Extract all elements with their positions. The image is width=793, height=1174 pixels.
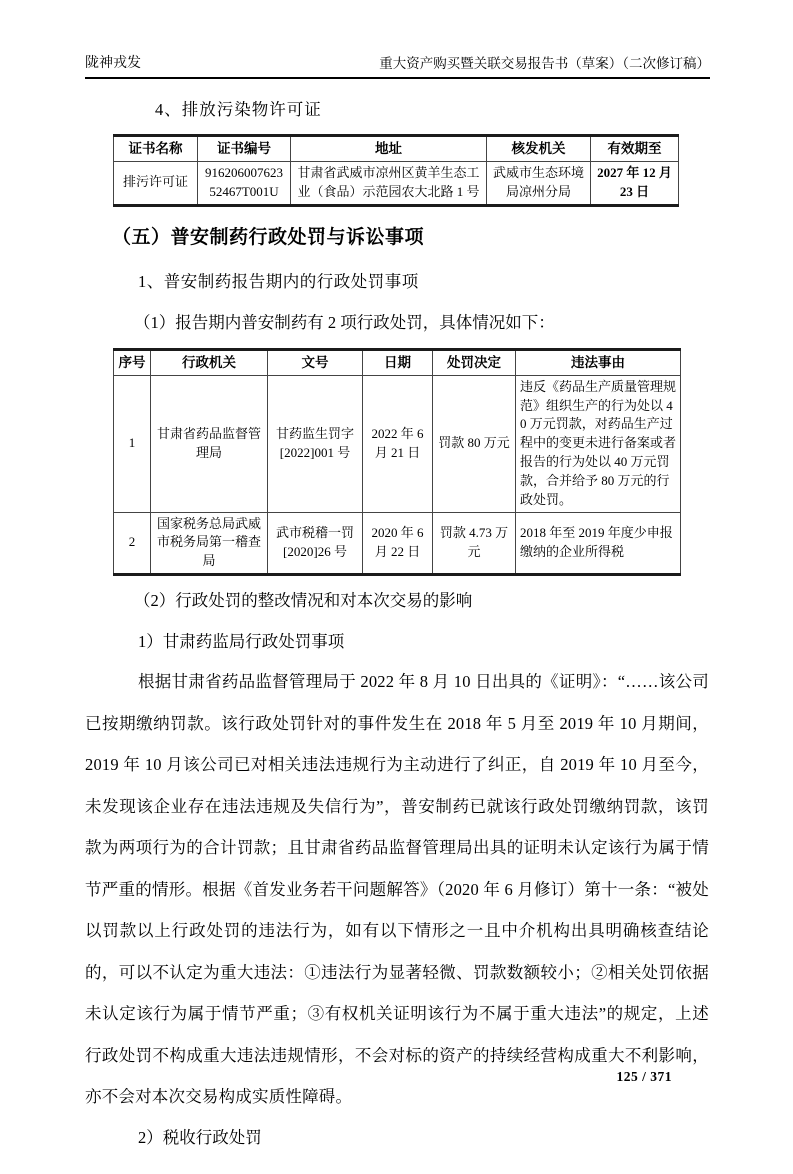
permit-table-row (114, 162, 679, 206)
penalty-no-cell: 1 (114, 375, 151, 512)
penalty-decision-cell: 罚款 80 万元 (433, 375, 516, 512)
administrative-penalty-table (113, 348, 681, 576)
page-header (85, 52, 710, 79)
cert-authority-cell: 武威市生态环境局凉州分局 (487, 162, 591, 206)
cert-name-cell: 排污许可证 (114, 162, 198, 206)
header-company-name: 陇神戎发 (85, 56, 141, 71)
permit-section-heading: 4、排放污染物许可证 (155, 100, 322, 119)
header-document-title: 重大资产购买暨关联交易报告书（草案）（二次修订稿） (379, 56, 710, 71)
penalty-no-cell: 2 (114, 512, 151, 575)
penalty-table-header-row (114, 349, 681, 375)
penalty-doc-no-cell: 武市税稽一罚[2020]26 号 (268, 512, 363, 575)
column-header-agency: 行政机关 (151, 349, 268, 375)
column-header-doc-no: 文号 (268, 349, 363, 375)
penalty-table-row-1 (114, 375, 681, 512)
penalty-decision-cell: 罚款 4.73 万元 (433, 512, 516, 575)
column-header-address: 地址 (291, 136, 487, 162)
rectification-paragraph: 根据甘肃省药品监督管理局于 2022 年 8 月 10 日出具的《证明》：“……该公司已按期缴纳罚款。该行政处罚针对的事件发生在 2018 年 5 月至 2019 年 10 月期间，2019 年 10 月该公司已对相关违法违规行为主动进行了纠正，自 2019 年 10 月至今，未发现该企业存在违法违规及失信行为”，普安制药已就该行政处罚缴纳罚款，该罚款为两项行为的合计罚款；且甘肃省药品监督管理局出具的证明未认定该行为属于情节严重的情形。根据《首发业务若干问题解答》（2020 年 6 月修订）第十一条：“被处以罚款以上行政处罚的违法行为，如有以下情形之一且中介机构出具明确核查结论的，可以不认定为重大违法：①违法行为显著轻微、罚款数额较小；②相关处罚依据未认定该行为属于情节严重；③有权机关证明该行为不属于重大违法”的规定，上述行政处罚不构成重大违法违规情形，不会对标的资产的持续经营构成重大不利影响，亦不会对本次交易构成实质性障碍。 (85, 672, 709, 1107)
penalty-date-cell: 2022 年 6 月 21 日 (363, 375, 433, 512)
column-header-no: 序号 (114, 349, 151, 375)
penalty-sub-heading-2: （2）行政处罚的整改情况和对本次交易的影响 (134, 591, 473, 611)
cert-number-cell: 91620600762352467T001U (198, 162, 291, 206)
penalty-agency-cell: 国家税务总局武威市税务局第一稽查局 (151, 512, 268, 575)
penalty-sub-heading-1: 1、普安制药报告期内的行政处罚事项 (138, 271, 419, 291)
penalty-date-cell: 2020 年 6 月 22 日 (363, 512, 433, 575)
item-1-heading: 1）甘肃药监局行政处罚事项 (138, 632, 345, 652)
document-page (0, 52, 793, 1174)
penalty-table-row-2 (114, 512, 681, 575)
column-header-valid-until: 有效期至 (591, 136, 679, 162)
column-header-decision: 处罚决定 (433, 349, 516, 375)
column-header-cert-number: 证书编号 (198, 136, 291, 162)
column-header-cert-name: 证书名称 (114, 136, 198, 162)
penalty-agency-cell: 甘肃省药品监督管理局 (151, 375, 268, 512)
column-header-authority: 核发机关 (487, 136, 591, 162)
item-2-heading: 2）税收行政处罚 (138, 1127, 262, 1147)
section-5-heading: （五）普安制药行政处罚与诉讼事项 (112, 226, 425, 248)
cert-valid-until-cell: 2027 年 12 月 23 日 (591, 162, 679, 206)
column-header-reason: 违法事由 (516, 349, 681, 375)
penalty-reason-cell: 2018 年至 2019 年度少申报缴纳的企业所得税 (516, 512, 681, 575)
cert-address-cell: 甘肃省武威市凉州区黄羊生态工业（食品）示范园农大北路 1 号 (291, 162, 487, 206)
penalty-reason-cell: 违反《药品生产质量管理规范》组织生产的行为处以 40 万元罚款，对药品生产过程中的变更未进行备案或者报告的行为处以 40 万元罚款，合并给予 80 万元的行政处罚。 (516, 375, 681, 512)
permit-table-header-row (114, 136, 679, 162)
penalty-doc-no-cell: 甘药监生罚字[2022]001 号 (268, 375, 363, 512)
penalty-intro-line: （1）报告期内普安制药有 2 项行政处罚，具体情况如下： (134, 312, 555, 332)
page-number: 125 / 371 (616, 1069, 672, 1084)
column-header-date: 日期 (363, 349, 433, 375)
pollution-permit-table (113, 134, 679, 207)
